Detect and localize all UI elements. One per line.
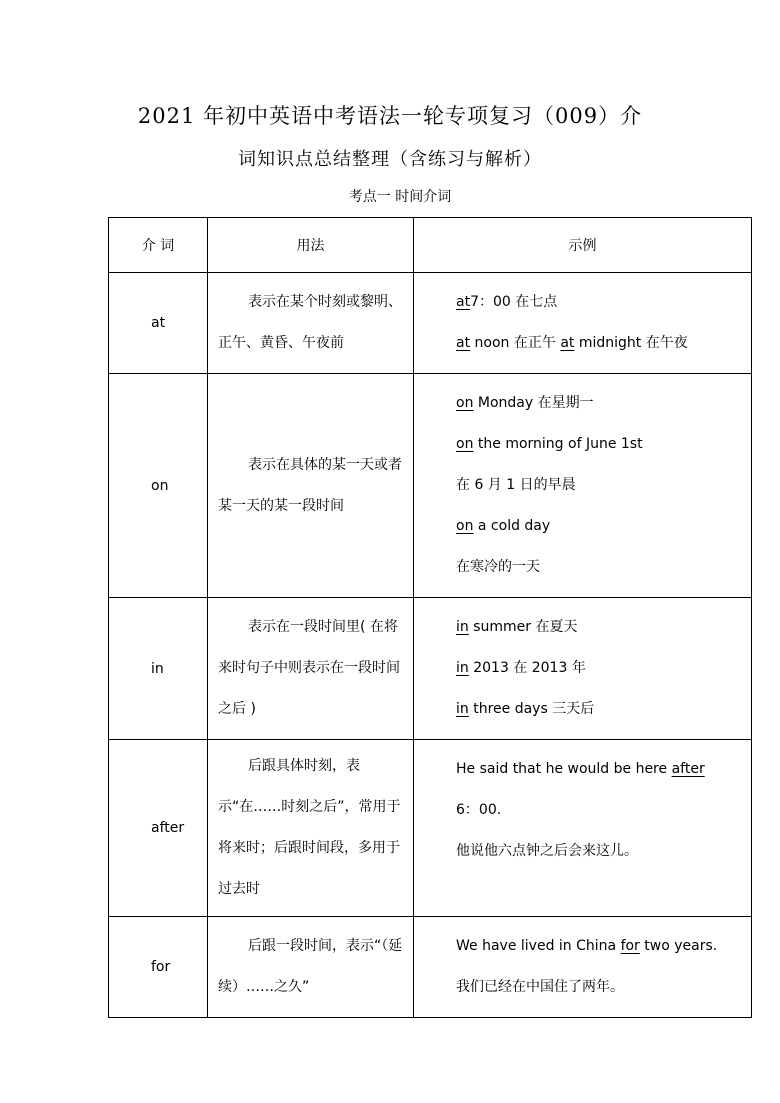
example-text: the morning of June 1st — [473, 436, 643, 452]
preposition-table — [108, 217, 752, 1018]
underlined-preposition: in — [456, 619, 469, 635]
preposition-cell: on — [109, 374, 208, 598]
example-line — [456, 648, 751, 689]
table-row-on — [109, 374, 752, 598]
usage-cell: 表示在一段时间里( 在将来时句子中则表示在一段时间之后 ) — [208, 598, 414, 740]
table-row-in — [109, 598, 752, 740]
preposition-cell: in — [109, 598, 208, 740]
example-line — [456, 749, 751, 790]
example-text: midnight 在午夜 — [574, 335, 688, 351]
section-heading: 考点一 时间介词 — [348, 189, 452, 205]
example-text: He said that he would be here — [456, 761, 672, 777]
preposition-cell: for — [109, 917, 208, 1018]
example-line: 在 6 月 1 日的早晨 — [456, 477, 576, 493]
example-text: a cold day — [473, 518, 551, 534]
table-row-for — [109, 917, 752, 1018]
preposition-cell: at — [109, 273, 208, 374]
example-text: three days 三天后 — [468, 701, 595, 717]
usage-cell: 后跟一段时间，表示“（延续）……之久” — [208, 917, 414, 1018]
example-line — [456, 282, 751, 323]
example-text: 2013 在 2013 年 — [468, 660, 586, 676]
underlined-preposition: at — [456, 335, 471, 351]
underlined-preposition: at — [560, 335, 575, 351]
example-text: two years. — [639, 938, 718, 954]
example-cell — [414, 374, 752, 598]
underlined-preposition: on — [456, 436, 474, 452]
underlined-preposition: on — [456, 395, 474, 411]
header-usage: 用法 — [208, 218, 414, 273]
example-line: 我们已经在中国住了两年。 — [456, 979, 624, 995]
example-line: 6：00. — [456, 802, 502, 818]
example-text: noon 在正午 — [470, 335, 561, 351]
example-cell — [414, 740, 752, 917]
example-line — [456, 424, 751, 465]
document-title-line1: 2021 年初中英语中考语法一轮专项复习（009）介 — [137, 104, 643, 128]
table-row-at — [109, 273, 752, 374]
underlined-preposition: in — [456, 660, 469, 676]
preposition-cell: after — [109, 740, 208, 917]
example-cell — [414, 273, 752, 374]
example-cell — [414, 598, 752, 740]
example-line — [456, 689, 751, 730]
underlined-preposition: after — [671, 761, 705, 777]
underlined-preposition: at — [456, 294, 471, 310]
example-line — [456, 607, 751, 648]
example-line — [456, 323, 751, 364]
example-text: We have lived in China — [456, 938, 621, 954]
example-line — [456, 383, 751, 424]
header-example: 示例 — [414, 218, 752, 273]
usage-cell: 表示在具体的某一天或者某一天的某一段时间 — [208, 374, 414, 598]
example-line: 他说他六点钟之后会来这儿。 — [456, 843, 638, 859]
example-cell — [414, 917, 752, 1018]
underlined-preposition: for — [620, 938, 640, 954]
example-text: Monday 在星期一 — [473, 395, 594, 411]
header-preposition: 介 词 — [109, 218, 208, 273]
table-row-after — [109, 740, 752, 917]
example-line — [456, 506, 751, 547]
example-line — [456, 926, 751, 967]
example-line: 在寒冷的一天 — [456, 559, 540, 575]
underlined-preposition: in — [456, 701, 469, 717]
usage-cell: 后跟具体时刻，表示“在……时刻之后”，常用于将来时；后跟时间段，多用于过去时 — [208, 740, 414, 917]
table-header-row — [109, 218, 752, 273]
example-text: summer 在夏天 — [468, 619, 578, 635]
document-title-line2: 词知识点总结整理（含练习与解析） — [238, 149, 542, 170]
underlined-preposition: on — [456, 518, 474, 534]
example-text: 7：00 在七点 — [470, 294, 558, 310]
usage-cell: 表示在某个时刻或黎明、正午、黄昏、午夜前 — [208, 273, 414, 374]
